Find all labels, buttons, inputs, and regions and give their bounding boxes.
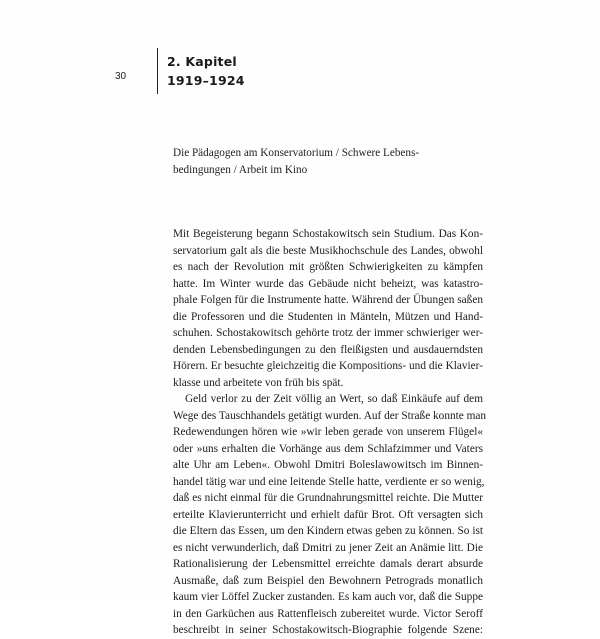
text-line: erteilte Klavierunterricht und erhielt dafür Brot. Oft versagten sich [173,508,483,521]
chapter-years: 1919–1924 [167,73,245,88]
text-line: beschreibt in seiner Schostakowitsch-Biographie folgende Szene: [173,624,483,636]
synopsis-line: Die Pädagogen am Konservatorium / Schwere Lebens- [173,147,420,159]
text-line: kaum vier Löffel Zucker zustanden. Es kam auch vor, daß die Suppe [173,591,483,603]
text-line: es nach der Revolution mit größten Schwierigkeiten zu kämpfen [173,261,483,273]
text-line: klasse und arbeitete von früh bis spät. [173,376,344,389]
text-line: es nicht verwunderlich, daß Dmitri zu jener Zeit an Anämie litt. Die [173,541,483,554]
text-line: Redewendungen hören wie »wir leben gerade von unserem Flügel« [173,426,483,438]
text-line: Hörern. Er besuchte gleichzeitig die Kompositions- und die Klavier- [173,360,483,372]
text-line: in den Garküchen aus Rattenfleisch zubereitet wurde. Victor Seroff [173,607,483,620]
text-line: die Eltern das Essen, um den Kindern etwas geben zu können. So ist [173,525,483,537]
text-line: handel tätig war und eine leitende Stelle hatte, verdiente er so wenig, [173,475,485,488]
text-line: alte Uhr am Leben«. Obwohl Dmitri Boleslawowitsch im Binnen- [173,459,483,471]
text-line: Ausmaße, daß zum Beispiel den Bewohnern Petrograds monatlich [173,574,483,587]
text-line: Wege des Tauschhandels getätigt wurden. Auf der Straße konnte man [173,409,487,422]
text-line: phale Folgen für die Instrumente hatte. Während der Übungen saßen [173,294,483,306]
page-number: 30 [115,71,127,82]
chapter-synopsis [173,145,473,179]
text-line: die Professoren und die Studenten in Mänteln, Mützen und Hand- [173,310,483,323]
chapter-heading [167,52,245,90]
paragraph-1 [173,226,483,391]
chapter-title: 2. Kapitel [167,54,237,69]
text-line: servatorium galt als die beste Musikhochschule des Landes, obwohl [173,244,483,257]
text-line: denden Lebensbedingungen zu den fleißigsten und ausdauerndsten [173,343,483,356]
text-line: Geld verlor zu der Zeit völlig an Wert, so daß Einkäufe auf dem [185,393,483,405]
text-line: Mit Begeisterung begann Schostakowitsch sein Studium. Das Kon- [173,228,483,240]
text-line: schuhen. Schostakowitsch gehörte trotz der immer schwieriger wer- [173,327,483,339]
body-text [173,226,487,639]
text-line: hatte. Im Winter wurde das Gebäude nicht beheizt, was katastro- [173,277,483,290]
text-line: Rationalisierung der Lebensmittel erreichte damals derart absurde [173,558,483,570]
synopsis-line: bedingungen / Arbeit im Kino [173,164,308,176]
text-line: daß es nicht einmal für die Grundnahrungsmittel reichte. Die Mutter [173,492,483,504]
paragraph-2 [173,391,487,639]
chapter-rule [157,48,158,94]
text-line: oder »uns erhalten die Vorhänge aus dem Schlafzimmer und Vaters [173,442,483,455]
